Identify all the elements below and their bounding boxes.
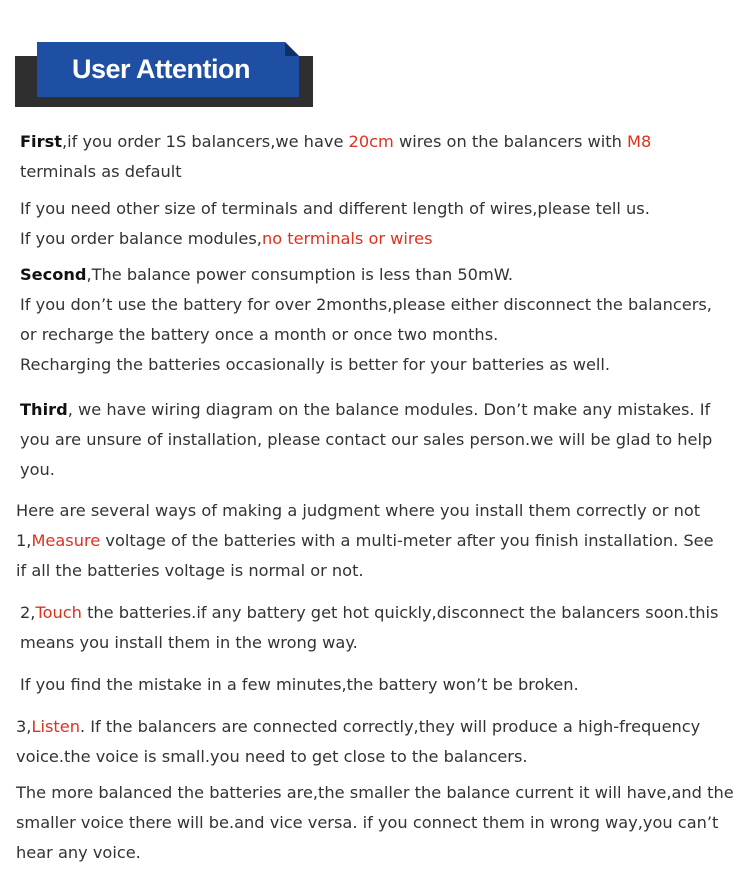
- paragraph-line: if all the batteries voltage is normal or not.: [16, 561, 364, 580]
- text: ,if you order 1S balancers,we have: [61, 132, 349, 151]
- text: voltage of the batteries with a multi-meter after you finish installation. See: [100, 531, 714, 550]
- highlight-text: Listen: [31, 717, 80, 736]
- paragraph-first: [20, 127, 651, 187]
- title-banner: [15, 42, 313, 107]
- highlight-text: Measure: [31, 531, 101, 550]
- lead-word: Second: [20, 265, 87, 284]
- paragraph-third: [20, 395, 712, 485]
- paragraph-second: [20, 260, 712, 380]
- text: the batteries.if any battery get hot quickly,disconnect the balancers soon.this: [81, 603, 719, 622]
- text: 2,: [20, 603, 36, 622]
- text: wires on the balancers with: [393, 132, 628, 151]
- paragraph-line: hear any voice.: [16, 843, 141, 862]
- paragraph-line: Recharging the batteries occasionally is better for your batteries as well.: [20, 355, 611, 374]
- paragraph-line: [20, 395, 712, 425]
- highlight-text: Touch: [35, 603, 82, 622]
- lead-word: First: [20, 132, 62, 151]
- paragraph-line: you are unsure of installation, please contact our sales person.we will be glad to help: [20, 430, 713, 449]
- text: 3,: [16, 717, 32, 736]
- highlight-text: no terminals or wires: [261, 229, 433, 248]
- text: 1,: [16, 531, 32, 550]
- paragraph-line: smaller voice there will be.and vice versa. if you connect them in wrong way,you can’t: [16, 813, 719, 832]
- paragraph-line: Here are several ways of making a judgment where you install them correctly or not: [16, 501, 701, 520]
- text: , we have wiring diagram on the balance modules. Don’t make any mistakes. If: [67, 400, 711, 419]
- paragraph-mistake: [20, 670, 579, 700]
- paragraph-line: [20, 224, 650, 254]
- text: . If the balancers are connected correctly,they will produce a high-frequency: [79, 717, 701, 736]
- banner-fold: [285, 42, 299, 56]
- paragraph-line: [16, 712, 700, 742]
- paragraph-line: [20, 260, 712, 290]
- paragraph-line: you.: [20, 460, 55, 479]
- text: If you order balance modules,: [20, 229, 262, 248]
- paragraph-line: [20, 127, 651, 157]
- text: ,The balance power consumption is less than 50mW.: [86, 265, 514, 284]
- paragraph-line: or recharge the battery once a month or once two months.: [20, 325, 499, 344]
- paragraph-line: [16, 526, 714, 556]
- paragraph-line: If you don’t use the battery for over 2months,please either disconnect the balancers,: [20, 295, 712, 314]
- paragraph-line: The more balanced the batteries are,the smaller the balance current it will have,and the: [16, 783, 734, 802]
- paragraph-line: voice.the voice is small.you need to get close to the balancers.: [16, 747, 528, 766]
- paragraph-touch: [20, 598, 718, 658]
- highlight-text: M8: [627, 132, 652, 151]
- paragraph-line: If you need other size of terminals and different length of wires,please tell us.: [20, 199, 650, 218]
- paragraph-line: terminals as default: [20, 162, 182, 181]
- paragraph-terminals: [20, 194, 650, 254]
- paragraph-line: If you find the mistake in a few minutes,the battery won’t be broken.: [20, 675, 579, 694]
- paragraph-line: [20, 598, 718, 628]
- lead-word: Third: [20, 400, 68, 419]
- highlight-text: 20cm: [348, 132, 394, 151]
- page-title: User Attention: [71, 54, 250, 84]
- paragraph-judgment: [16, 496, 714, 586]
- paragraph-listen: [16, 712, 700, 772]
- paragraph-line: means you install them in the wrong way.: [20, 633, 358, 652]
- paragraph-balanced: [16, 778, 734, 868]
